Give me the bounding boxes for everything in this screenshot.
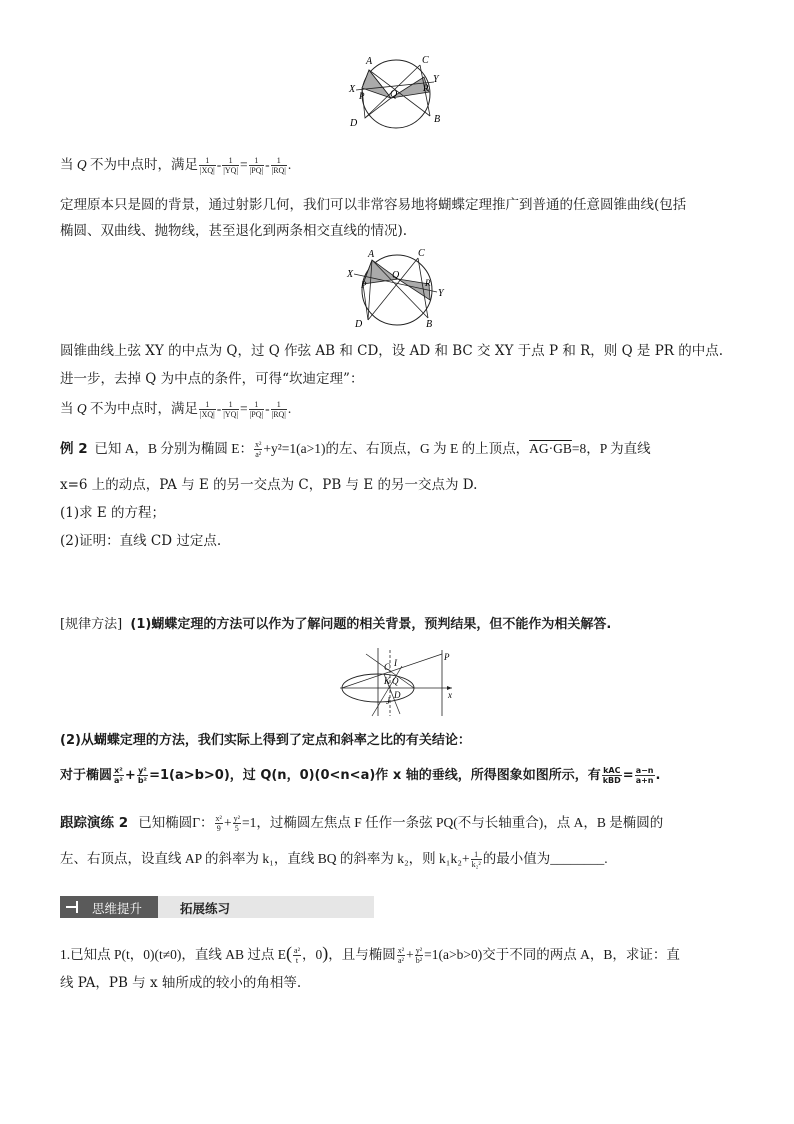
denominator: |RQ| — [271, 166, 286, 176]
operator: - — [265, 401, 270, 416]
fig3-label-D: D — [394, 690, 401, 700]
fig1-label-Y: Y — [433, 74, 439, 85]
text: =1，过椭圆左焦点 F 任作一条弦 PQ(不与长轴重合)，点 A，B 是椭圆的 — [241, 815, 664, 830]
fig1-label-Q: Q — [390, 89, 398, 100]
denominator: a² — [255, 450, 262, 460]
fig3-label-Q: Q — [392, 676, 399, 686]
fig2-label-A: A — [368, 249, 375, 260]
banner-right-label: 拓展练习 — [180, 901, 231, 916]
fraction — [271, 156, 287, 175]
fraction — [249, 156, 264, 175]
fraction — [471, 850, 482, 869]
denominator: 9 — [216, 824, 221, 834]
vector-product: AG·GB — [529, 441, 572, 456]
operator: - — [216, 157, 222, 172]
operator: = — [622, 768, 634, 783]
fraction — [254, 440, 262, 459]
operator: + — [406, 947, 414, 962]
fraction — [233, 814, 241, 833]
denominator: |YQ| — [223, 166, 239, 176]
denominator: a² — [397, 956, 404, 966]
paragraph-line: 圆锥曲线上弦 XY 的中点为 Q，过 Q 作弦 AB 和 CD，设 AD 和 BC 交 XY 于点 P 和 R，则 Q 是 PR 的中点. — [60, 343, 724, 359]
fig1-label-A: A — [366, 56, 373, 67]
numerator: 1 — [222, 156, 239, 166]
denominator: k₂² — [471, 860, 481, 870]
numerator: 1 — [271, 156, 287, 166]
operator: - — [265, 157, 270, 172]
denominator: |YQ| — [223, 410, 239, 420]
practice-2-line1 — [60, 814, 663, 833]
fraction — [271, 400, 287, 419]
statement-1 — [60, 156, 291, 175]
denominator: |PQ| — [249, 166, 264, 176]
fraction — [199, 400, 216, 419]
paragraph-line: 进一步，去掉 Q 为中点的条件，可得“坎迪定理”： — [60, 371, 364, 387]
fraction — [222, 400, 239, 419]
section-banner — [60, 896, 374, 918]
butterfly-figure-2 — [342, 248, 452, 330]
fig3-label-J: J — [386, 696, 390, 706]
example-2-line1 — [60, 440, 651, 459]
method-line2: (2)从蝴蝶定理的方法，我们实际上得到了定点和斜率之比的有关结论： — [60, 733, 471, 748]
numerator: 1 — [222, 400, 239, 410]
text: 对于椭圆 — [60, 768, 113, 783]
fig1-label-B: B — [434, 114, 441, 125]
fig1-label-D: D — [350, 118, 358, 129]
text: . — [287, 157, 292, 172]
denominator: |PQ| — [249, 410, 264, 420]
method-line3 — [60, 766, 660, 785]
ellipse-figure — [336, 646, 460, 718]
example-2-question-2: (2)证明：直线 CD 过定点. — [60, 533, 222, 549]
numerator: 1 — [199, 400, 216, 410]
text: ，且与椭圆 — [328, 947, 396, 962]
var-q: Q — [76, 401, 87, 416]
numerator: x² — [215, 814, 222, 824]
operator: + — [223, 815, 232, 830]
numerator: 1 — [271, 400, 287, 410]
text: 的最小值为________. — [482, 851, 608, 866]
banner-left-block — [60, 896, 158, 918]
denominator: b² — [137, 776, 148, 785]
denominator: |XQ| — [200, 410, 215, 420]
fig1-label-X: X — [349, 84, 356, 95]
numerator: y² — [233, 814, 240, 824]
numerator: kAC — [603, 766, 621, 775]
butterfly-figure-1 — [346, 52, 448, 132]
text: +y²=1(a>1)的左、右顶点，G 为 E 的上顶点， — [263, 441, 530, 456]
fraction — [293, 946, 301, 965]
fig3-label-P: P — [444, 652, 450, 662]
var-q: Q — [76, 157, 87, 172]
fraction — [397, 946, 405, 965]
fig3-label-C: C — [384, 662, 391, 672]
text: =1(a>b>0)，过 Q(n，0)(0<n<a)作 x 轴的垂线，所得图象如图所示，有 — [149, 768, 601, 783]
text: 不为中点时，满足 — [86, 157, 198, 172]
denominator: a² — [114, 776, 123, 785]
text: . — [287, 401, 292, 416]
method-tag: [规律方法] — [60, 617, 123, 632]
denominator: |XQ| — [200, 166, 215, 176]
operator: = — [240, 401, 248, 416]
text: 当 — [60, 401, 77, 416]
fig2-label-B: B — [426, 319, 433, 330]
numerator: 1 — [249, 156, 264, 166]
operator: + — [124, 768, 136, 783]
numerator: a−n — [635, 766, 654, 775]
numerator: a² — [294, 946, 300, 956]
numerator: x² — [114, 766, 123, 775]
text: =8，P 为直线 — [571, 441, 651, 456]
numerator: 1 — [199, 156, 216, 166]
fraction — [222, 156, 239, 175]
fig2-label-X: X — [347, 269, 354, 280]
text: =1(a>b>0)交于不同的两点 A，B，求证：直 — [424, 947, 680, 962]
fraction — [137, 766, 148, 785]
paragraph-line: 椭圆、双曲线、抛物线，甚至退化到两条相交直线的情况). — [60, 223, 408, 239]
denominator: t — [295, 956, 299, 966]
fig1-label-P: P — [359, 91, 365, 101]
banner-left-label: 思维提升 — [92, 901, 143, 916]
fraction — [249, 400, 264, 419]
fig1-label-C: C — [422, 55, 429, 66]
text: 左、右顶点，设直线 AP 的斜率为 k₁，直线 BQ 的斜率为 k₂，则 k₁k₂+ — [60, 851, 470, 866]
numerator: x² — [397, 946, 405, 956]
numerator: y² — [415, 946, 423, 956]
fraction — [199, 156, 216, 175]
exercise-1-line1: 1.已知点 P(t，0)(t≠0)，直线 AB 过点 E( $\frac{\text{a²}}{t}$ ，0)，且与椭圆 $\frac{\text{x²}}{\text{a²}}$ + $\frac{\text{y²}}{\text{b²}}$ =1(a>b>0)交于不同的两点 A，B，求证：直 — [60, 943, 680, 966]
method-line1 — [60, 616, 611, 634]
text: 1.已知点 P(t，0)(t≠0)，直线 AB 过点 E — [60, 947, 287, 962]
text: ，0 — [301, 947, 323, 962]
fig2-label-R: R — [425, 278, 431, 288]
paragraph-line: 定理原本只是圆的背景，通过射影几何，我们可以非常容易地将蝴蝶定理推广到普通的任意圆锥曲线(包括 — [60, 197, 687, 213]
denominator: 5 — [234, 824, 239, 834]
operator: = — [240, 157, 248, 172]
text: 已知 A，B 分别为椭圆 E： — [94, 441, 253, 456]
fraction — [602, 766, 622, 785]
text: 已知椭圆Γ： — [138, 815, 214, 830]
banner-bar-icon — [66, 906, 76, 908]
numerator: 1 — [249, 400, 264, 410]
text: (1)蝴蝶定理的方法可以作为了解问题的相关背景，预判结果，但不能作为相关解答. — [130, 617, 612, 632]
fig1-label-R: R — [423, 83, 429, 93]
fig2-label-Y: Y — [438, 288, 444, 299]
text: . — [655, 768, 661, 783]
fraction — [415, 946, 423, 965]
fig3-label-x: x — [448, 690, 452, 700]
example-2-question-1: (1)求 E 的方程； — [60, 505, 166, 521]
text: 不为中点时，满足 — [86, 401, 198, 416]
fraction — [113, 766, 124, 785]
denominator: kBD — [602, 776, 621, 785]
exercise-1-line2: 线 PA，PB 与 x 轴所成的较小的角相等. — [60, 975, 302, 991]
text: 当 — [60, 157, 77, 172]
numerator: 1 — [471, 850, 482, 860]
fraction — [635, 766, 655, 785]
numerator: x² — [254, 440, 262, 450]
example-2-line2: x=6 上的动点，PA 与 E 的另一交点为 C，PB 与 E 的另一交点为 D. — [60, 477, 478, 493]
fig3-label-I: I — [394, 658, 397, 668]
statement-2 — [60, 400, 291, 419]
fraction — [215, 814, 223, 833]
denominator: b² — [415, 956, 423, 966]
practice-2-line2 — [60, 850, 608, 869]
practice-label: 跟踪演练 2 — [60, 815, 129, 831]
numerator: y² — [138, 766, 147, 775]
example-label: 例 2 — [60, 441, 88, 457]
banner-bar-icon — [76, 901, 78, 913]
operator: - — [216, 401, 222, 416]
fig2-label-P: P — [361, 280, 367, 290]
fig2-label-C: C — [418, 248, 425, 259]
fig2-label-D: D — [355, 319, 363, 330]
fig2-label-Q: Q — [392, 270, 400, 281]
denominator: a+n — [635, 776, 654, 785]
denominator: |RQ| — [271, 410, 286, 420]
fig3-label-K: K — [384, 676, 391, 686]
